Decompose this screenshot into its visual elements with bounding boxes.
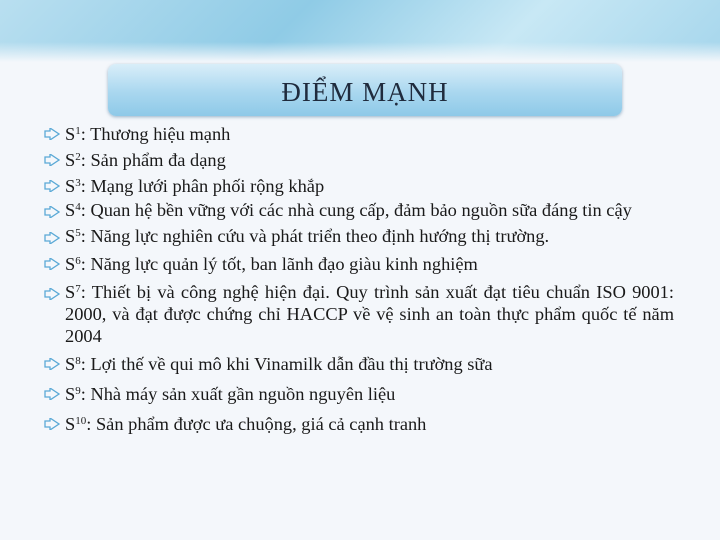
bullet-icon	[44, 225, 62, 251]
bullet-icon	[44, 121, 62, 147]
item-text: : Lợi thế về qui mô khi Vinamilk dẫn đầu thị trường sữa	[80, 354, 493, 374]
list-item: $S^7$: Thiết bị và công nghệ hiện đại. Quy trình sản xuất đạt tiêu chuẩn ISO 9001: 2000, và đạt được chứng chỉ HACCP về vệ sinh an toàn thực phẩm quốc tế năm 2004	[44, 281, 674, 347]
list-item: $S^3$: Mạng lưới phân phối rộng khắp	[44, 173, 674, 199]
strengths-list	[44, 121, 674, 437]
list-item: $S^6$: Năng lực quản lý tốt, ban lãnh đạo giàu kinh nghiệm	[44, 251, 674, 277]
bullet-icon	[44, 411, 62, 437]
list-item: $S^1$: Thương hiệu mạnh	[44, 121, 674, 147]
list-item: $S^4$: Quan hệ bền vững với các nhà cung cấp, đảm bảo nguồn sữa đáng tin cậy	[44, 199, 674, 221]
item-text: : Sản phẩm đa dạng	[80, 150, 226, 170]
list-item: $S^2$: Sản phẩm đa dạng	[44, 147, 674, 173]
item-text: : Thiết bị và công nghệ hiện đại. Quy trình sản xuất đạt tiêu chuẩn ISO 9001: 2000, và đạt được chứng chỉ HACCP về vệ sinh an toàn thực phẩm quốc tế năm 2004	[65, 282, 674, 346]
bullet-icon	[44, 381, 62, 407]
bullet-icon	[44, 147, 62, 173]
header-background	[0, 0, 720, 62]
item-text: : Năng lực nghiên cứu và phát triển theo định hướng thị trường.	[80, 226, 550, 246]
bullet-icon	[44, 281, 62, 307]
bullet-icon	[44, 251, 62, 277]
bullet-icon	[44, 199, 62, 225]
list-item: $S^5$: Năng lực nghiên cứu và phát triển theo định hướng thị trường.	[44, 225, 674, 247]
item-text: : Quan hệ bền vững với các nhà cung cấp, đảm bảo nguồn sữa đáng tin cậy	[80, 200, 632, 220]
item-text: : Sản phẩm được ưa chuộng, giá cả cạnh tranh	[86, 414, 427, 434]
item-text: : Thương hiệu mạnh	[80, 124, 231, 144]
title-banner	[108, 64, 622, 116]
bullet-icon	[44, 173, 62, 199]
item-text: : Năng lực quản lý tốt, ban lãnh đạo giàu kinh nghiệm	[80, 254, 478, 274]
list-item: $S^8$: Lợi thế về qui mô khi Vinamilk dẫn đầu thị trường sữa	[44, 351, 674, 377]
bullet-icon	[44, 351, 62, 377]
list-item: $S^{10}$: Sản phẩm được ưa chuộng, giá cả cạnh tranh	[44, 411, 674, 437]
list-item: $S^9$: Nhà máy sản xuất gần nguồn nguyên liệu	[44, 381, 674, 407]
item-text: : Nhà máy sản xuất gần nguồn nguyên liệu	[80, 384, 396, 404]
slide-title: ĐIỂM MẠNH	[281, 76, 449, 107]
item-text: : Mạng lưới phân phối rộng khắp	[80, 176, 325, 196]
